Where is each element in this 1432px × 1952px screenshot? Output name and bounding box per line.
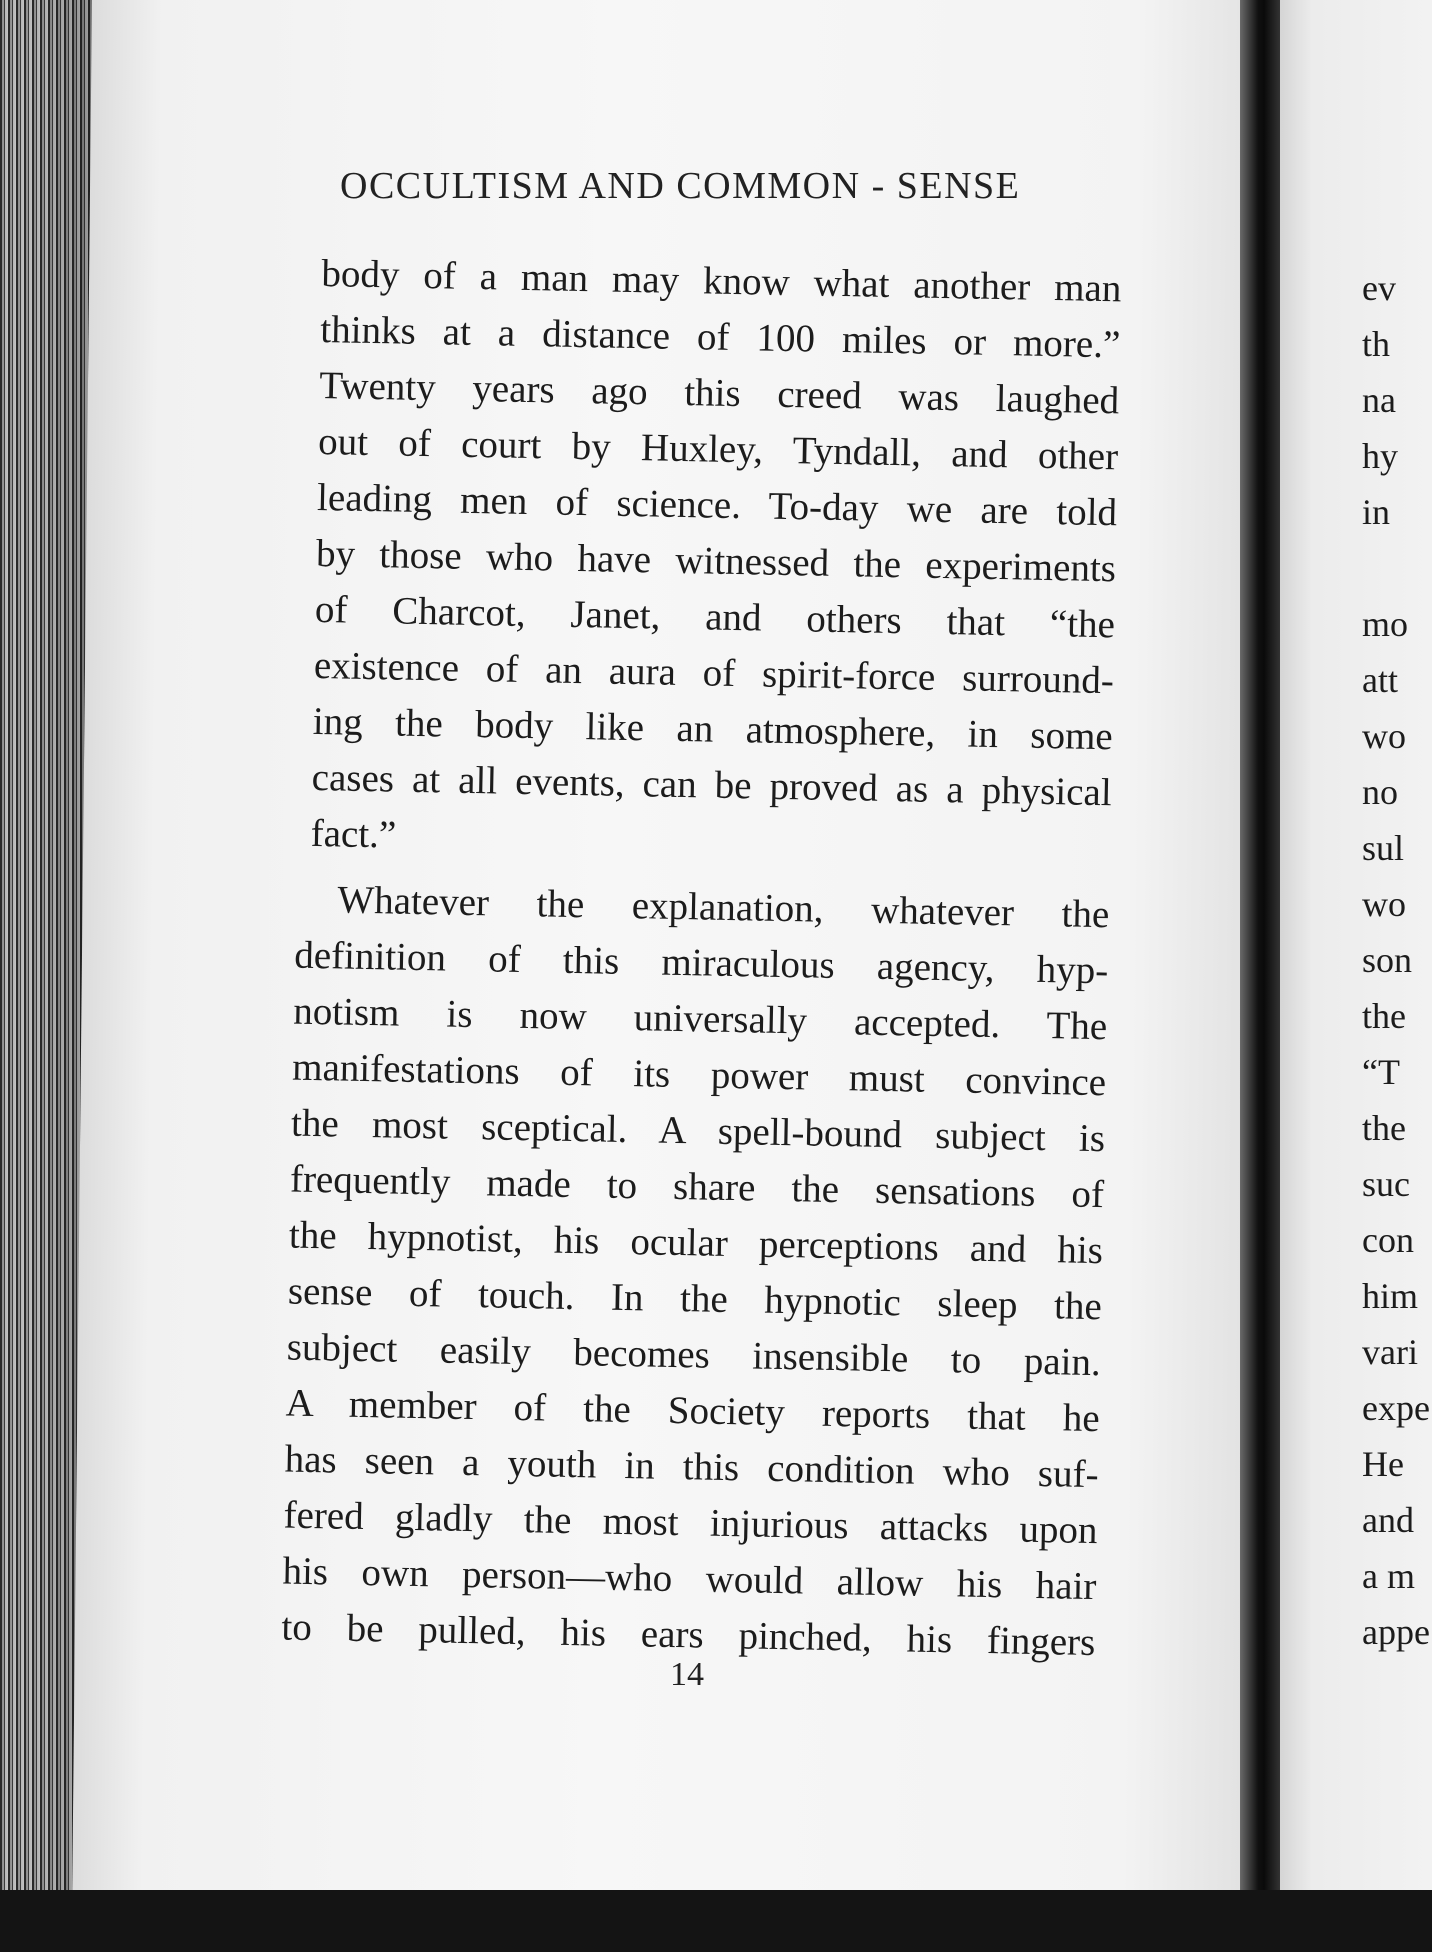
text-line: subject easily becomes insensible to pain. — [286, 1325, 1102, 1385]
right-page-line: and — [1362, 1500, 1414, 1540]
right-page-line: appe — [1362, 1612, 1430, 1652]
right-page-line: no — [1362, 772, 1398, 812]
text-line: sense of touch. In the hypnotic sleep the — [287, 1269, 1103, 1329]
text-line: has seen a youth in this condition who suf- — [284, 1437, 1099, 1497]
book-gutter — [1240, 0, 1280, 1952]
text-line: ing the body like an atmosphere, in some — [312, 699, 1114, 759]
right-page-line: hy — [1362, 436, 1398, 476]
text-line: the most sceptical. A spell-bound subject is — [290, 1101, 1106, 1161]
right-page-line: ev — [1362, 268, 1396, 308]
right-page-line: son — [1362, 940, 1413, 980]
right-page-line: a m — [1362, 1556, 1415, 1596]
right-page-line: mo — [1362, 604, 1409, 644]
right-page-line: sul — [1362, 828, 1405, 868]
text-line: out of court by Huxley, Tyndall, and other — [317, 419, 1119, 479]
right-page-line: att — [1362, 660, 1398, 700]
right-page-line: He — [1362, 1444, 1404, 1484]
text-line: to be pulled, his ears pinched, his fingers — [281, 1605, 1096, 1665]
text-line: cases at all events, can be proved as a physical — [311, 755, 1113, 815]
text-line: existence of an aura of spirit-force surround- — [313, 643, 1115, 703]
text-line: Twenty years ago this creed was laughed — [318, 363, 1120, 423]
right-page-line: vari — [1362, 1332, 1418, 1372]
right-page-line: the — [1362, 996, 1406, 1036]
right-page-line: wo — [1362, 716, 1406, 756]
text-line: frequently made to share the sensations of — [289, 1157, 1105, 1217]
right-page-line: con — [1362, 1220, 1414, 1260]
text-line: notism is now universally accepted. The — [292, 989, 1108, 1049]
paragraph-2 — [281, 872, 1110, 1671]
running-head: OCCULTISM AND COMMON - SENSE — [340, 165, 1021, 207]
text-line: fered gladly the most injurious attacks upon — [283, 1493, 1098, 1553]
right-page-line: in — [1362, 492, 1391, 532]
body-text — [281, 246, 1122, 1671]
right-page-line — [1362, 540, 1432, 596]
text-line: definition of this miraculous agency, hyp- — [293, 933, 1109, 993]
right-page-line: expe — [1362, 1388, 1430, 1428]
text-line: the hypnotist, his ocular perceptions and his — [288, 1213, 1104, 1273]
text-line: manifestations of its power must convince — [291, 1045, 1107, 1105]
text-line: fact.” — [310, 811, 397, 857]
text-line: body of a man may know what another man — [321, 251, 1122, 311]
right-page-line: wo — [1362, 884, 1406, 924]
text-line: Whatever the explanation, whatever the — [337, 878, 1110, 937]
text-line: leading men of science. To-day we are told — [316, 475, 1118, 535]
paragraph-1 — [310, 246, 1122, 877]
right-page-line: him — [1362, 1276, 1419, 1316]
right-page-line: the — [1362, 1108, 1406, 1148]
text-line: A member of the Society reports that he — [285, 1381, 1101, 1441]
text-line: his own person—who would allow his hair — [282, 1549, 1097, 1609]
text-line: thinks at a distance of 100 miles or more.” — [319, 307, 1121, 367]
right-page-line: suc — [1362, 1164, 1410, 1204]
right-page-text-fragments — [1362, 260, 1432, 1660]
text-line: by those who have witnessed the experiments — [315, 531, 1117, 591]
right-page-line: th — [1362, 324, 1391, 364]
page-number: 14 — [670, 1656, 704, 1693]
right-page-line: “T — [1362, 1052, 1400, 1092]
scan-background-bottom — [0, 1890, 1432, 1952]
right-page-line: na — [1362, 380, 1396, 420]
text-line: of Charcot, Janet, and others that “the — [314, 587, 1116, 647]
